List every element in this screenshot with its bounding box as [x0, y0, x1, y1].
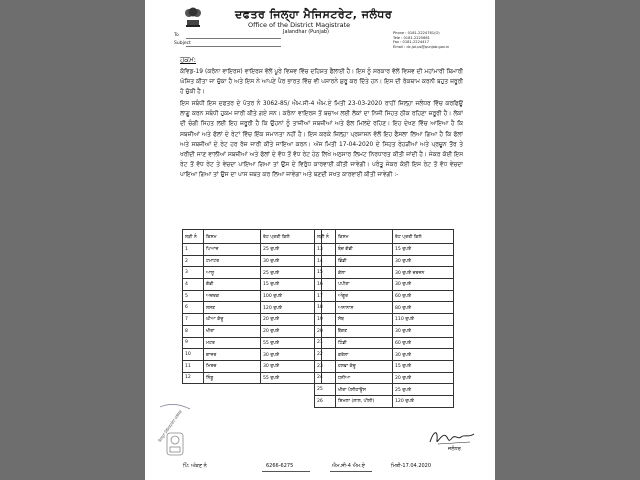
cell-item: ਖੀਰਾ — [204, 325, 261, 337]
table-row — [315, 325, 454, 337]
table-row — [183, 314, 322, 326]
cell-price: 30 ਰੁਪਏ ਦਰਜਨ — [393, 267, 454, 279]
cell-price: 30 ਰੁਪਏ — [261, 349, 322, 361]
cell-number: 12 — [183, 372, 204, 384]
table-row — [183, 279, 322, 291]
to-line — [186, 38, 281, 39]
cell-number: 4 — [183, 279, 204, 291]
page-title: ਦਫਤਰ ਜਿਲ੍ਹਾ ਮੈਜਿਸਟਰੇਟ, ਜਲੰਧਰ — [235, 8, 393, 21]
cell-number: 7 — [183, 314, 204, 326]
cell-item: ਮਟਰ — [204, 337, 261, 349]
cell-item: ਕਰੇਲਾ — [336, 349, 393, 361]
cell-item: ਅੰਗੂਰ — [336, 290, 393, 302]
cell-item: ਟਮਾਟਰ — [204, 255, 261, 267]
cell-price: 55 ਰੁਪਏ — [261, 337, 322, 349]
cell-number: 11 — [183, 360, 204, 372]
table-row — [315, 314, 454, 326]
footer-endst-label: ਪਿੰ: ਅੰਕਣ ਨੰ — [183, 463, 207, 469]
cell-number: 21 — [315, 337, 336, 349]
cell-number: 24 — [315, 372, 336, 384]
cell-price: 100 ਰੁਪਏ — [261, 290, 322, 302]
cell-item: ਲਸਣ — [204, 302, 261, 314]
seal-text: ਜਿਲ੍ਹਾ ਮੈਜਿਸਟਰੇਟ ਜਲੰਧਰ — [157, 409, 183, 443]
table-row — [183, 360, 322, 372]
cell-item: ਮਿਰਚ — [204, 360, 261, 372]
footer-number: 6266-6275 — [266, 463, 294, 469]
cell-item: ਗੋਭੀ — [204, 279, 261, 291]
subject-label: Subject — [174, 41, 191, 46]
table-row — [183, 372, 322, 384]
col-header-price: ਰੇਟ ਪ੍ਰਤੀ ਕਿਲੋ — [261, 230, 322, 244]
cell-item: ਪਿਆਜ਼ — [204, 244, 261, 256]
table-row — [315, 360, 454, 372]
table-row — [315, 302, 454, 314]
cell-item: ਪਪੀਤਾ — [336, 279, 393, 291]
cell-item: ਹਲਵਾ ਕੱਦੂ — [336, 360, 393, 372]
cell-item: ਕੇਲਾ — [336, 267, 393, 279]
table-row — [315, 290, 454, 302]
cell-price: 25 ਰੁਪਏ — [261, 244, 322, 256]
cell-number: 13 — [315, 244, 336, 256]
cell-number: 18 — [315, 302, 336, 314]
table-header-row — [183, 230, 322, 244]
cell-price: 20 ਰੁਪਏ — [261, 325, 322, 337]
cell-number: 19 — [315, 314, 336, 326]
cell-number: 6 — [183, 302, 204, 314]
to-label: To — [174, 33, 179, 38]
cell-item: ਨਿੰਬੂ — [204, 372, 261, 384]
cell-item: ਧਨੀਆ — [336, 372, 393, 384]
cell-number: 3 — [183, 267, 204, 279]
cell-price: 30 ਰੁਪਏ — [393, 325, 454, 337]
cell-item: ਘੀਆ ਕੱਦੂ — [204, 314, 261, 326]
table-row — [315, 279, 454, 291]
col-header-number: ਲੜੀ ਨੰ — [183, 230, 204, 244]
office-name: Office of the District Magistrate — [248, 21, 351, 29]
office-place: Jalandhar (Punjab) — [283, 29, 330, 35]
cell-price: 30 ਰੁਪਏ — [393, 255, 454, 267]
cell-number: 1 — [183, 244, 204, 256]
table-row — [183, 244, 322, 256]
table-row — [183, 325, 322, 337]
cell-price: 15 ਰੁਪਏ — [393, 244, 454, 256]
table-row — [315, 255, 454, 267]
cell-number: 26 — [315, 395, 336, 407]
cell-number: 15 — [315, 267, 336, 279]
state-emblem-icon — [183, 4, 203, 28]
cell-price: 30 ਰੁਪਏ — [261, 360, 322, 372]
contact-line: Fax : 0181-2224417 — [393, 40, 430, 44]
order-heading: ਹੁਕਮ: — [180, 56, 197, 64]
table-row — [183, 349, 322, 361]
cell-item: ਅਨਾਨਾਸ — [336, 302, 393, 314]
table-row — [183, 337, 322, 349]
cell-item: ਬੈਂਗਣ — [336, 325, 393, 337]
table-row — [183, 255, 322, 267]
cell-price: 20 ਰੁਪਏ — [261, 314, 322, 326]
table-row — [183, 267, 322, 279]
col-header-price: ਰੇਟ ਪ੍ਰਤੀ ਕਿਲੋ — [393, 230, 454, 244]
table-row — [183, 290, 322, 302]
table-row — [315, 337, 454, 349]
cell-item: ਭਿੰਡੀ — [336, 255, 393, 267]
cell-price: 30 ਰੁਪਏ — [393, 349, 454, 361]
cell-price: 30 ਰੁਪਏ — [261, 255, 322, 267]
cell-price: 25 ਰੁਪਏ — [393, 384, 454, 396]
table-row — [315, 349, 454, 361]
signature — [428, 428, 476, 448]
cell-price: 60 ਰੁਪਏ — [393, 290, 454, 302]
cell-price: 15 ਰੁਪਏ — [261, 279, 322, 291]
table-row — [315, 372, 454, 384]
cell-item: ਸੇਬ — [336, 314, 393, 326]
cell-price: 30 ਰੁਪਏ — [393, 279, 454, 291]
cell-number: 22 — [315, 349, 336, 361]
cell-item: ਗਾਜਰ — [204, 349, 261, 361]
cell-price: 60 ਰੁਪਏ — [393, 337, 454, 349]
cell-item: ਬੰਦ ਗੋਭੀ — [336, 244, 393, 256]
price-table-left — [182, 229, 322, 384]
cell-price: 20 ਰੁਪਏ — [393, 372, 454, 384]
contact-line: Phone : 0181-2224781(O) — [393, 31, 440, 35]
footer-date: ਮਿਤੀ-17.04.2020 — [391, 463, 432, 469]
col-header-item: ਕਿਸਮ — [336, 230, 393, 244]
cell-item: ਖੀਰਾ ਪੋਲੀਹਾਊਸ — [336, 384, 393, 396]
col-header-number: ਲੜੀ ਨੰ — [315, 230, 336, 244]
cell-number: 14 — [315, 255, 336, 267]
contact-line: Email : dc.jal.ps@punjab.gov.in — [393, 44, 450, 49]
contact-block — [393, 31, 485, 49]
order-paragraph-2: ਇਸ ਸਬੰਧੀ ਇਸ ਦਫਤਰ ਦੇ ਪੱਤਰ ਨੰ 3062-85/ ਐਮ.ਸੀ-4 ਐਮ.ਏ ਮਿਤੀ 23-03-2020 ਰਾਹੀਂ ਜ਼ਿਲ੍ਹਾ ਜਲੰਧਰ ਵਿੱਚ ਕਰਫਿਊ ਲਾਗੂ ਕਰਨ ਸਬੰਧੀ ਹੁਕਮ ਜਾਰੀ ਕੀਤੇ ਗਏ ਸਨ। ਕਰੋਨਾ ਵਾਇਰਸ ਤੋਂ ਬਚਾਅ ਲਈ ਲੋਕਾਂ ਦਾ ਨਿਜੀ ਸਿਹਤ ਠੀਕ ਰਹਿਣਾ ਜ਼ਰੂਰੀ ਹੈ। ਲੋਕਾਂ ਦੀ ਚੰਗੀ ਸਿਹਤ ਲਈ ਇਹ ਜ਼ਰੂਰੀ ਹੈ ਕਿ ਉਹਨਾਂ ਨੂੰ ਤਾਜ਼ੀਆਂ ਸਬਜ਼ੀਆਂ ਅਤੇ ਫੱਲ ਮਿਲਦੇ ਰਹਿਣ। ਇਹ ਦੇਖਣ ਵਿੱਚ ਆਇਆ ਹੈ ਕਿ ਸਬਜ਼ੀਆਂ ਅਤੇ ਫੱਲਾਂ ਦੇ ਰੇਟਾਂ ਵਿੱਚ ਇੱਕ ਸਮਾਨਤਾ ਨਹੀਂ ਹੈ। ਇਸ ਕਰਕੇ ਜ਼ਿਲ੍ਹਾ ਪ੍ਰਸ਼ਾਸਨ ਵੱਲੋਂ ਇਹ ਫੈਸਲਾ ਲਿਆ ਗਿਆ ਹੈ ਕਿ ਫੱਲਾਂ ਅਤੇ ਸਬਜ਼ੀਆਂ ਦੇ ਰੇਟ ਹਰ ਰੋਜ਼ ਜਾਰੀ ਕੀਤੇ ਜਾਇਆ ਕਰਨ। ਅੱਜ ਮਿਤੀ 17-04-2020 ਦੇ ਸਿਹਤ ਰੇਹੜੀਆਂ ਅਤੇ ਪ੍ਰਚੂਨ ਤੌਰ ਤੇ ਖਰੀਦੀ ਜਾਣ ਵਾਲੀਆਂ ਸਬਜ਼ੀਆਂ ਅਤੇ ਫੱਲਾਂ ਦੇ ਵੱਧ ਤੋਂ ਵੱਧ ਰੇਟ ਹੇਠ ਲਿਖੇ ਅਨੁਸਾਰ ਲਿਮਟ ਨਿਰਧਾਰਤ ਕੀਤੀ ਜਾਂਦੀ ਹੈ। ਜੇਕਰ ਕੋਈ ਇਸ ਰੇਟ ਤੋਂ ਵੱਧ ਰੇਟ ਤੇ ਵੇਚਦਾ ਪਾਇਆ ਗਿਆ ਤਾਂ ਉਸ ਦੇ ਵਿਰੁੱਧ ਕਾਰਵਾਈ ਕੀਤੀ ਜਾਵੇਗੀ। ਪਰੰਤੂ ਜੇਕਰ ਕੋਈ ਇਸ ਰੇਟ ਤੋਂ ਵੱਧ ਵੇਚਦਾ ਪਾਇਆ ਗਿਆ ਤਾਂ ਉਸ ਦਾ ਪਾਸ ਜ਼ਬਤ ਕਰ ਲਿਆ ਜਾਵੇਗਾ ਅਤੇ ਬਣਦੀ ਸਖਤ ਕਾਰਵਾਈ ਕੀਤੀ ਜਾਵੇਗੀ :- — [180, 101, 463, 179]
price-table-right — [314, 229, 454, 408]
contact-line: Tele : 0181-2225661 — [393, 35, 430, 40]
cell-number: 10 — [183, 349, 204, 361]
cell-number: 16 — [315, 279, 336, 291]
cell-number: 25 — [315, 384, 336, 396]
cell-number: 20 — [315, 325, 336, 337]
cell-number: 8 — [183, 325, 204, 337]
cell-number: 17 — [315, 290, 336, 302]
table-row — [315, 267, 454, 279]
footer-number-line — [262, 471, 310, 472]
cell-price: 120 ਰੁਪਏ — [393, 395, 454, 407]
cell-item: ਅਦਰਕ — [204, 290, 261, 302]
table-row — [315, 244, 454, 256]
table-header-row — [315, 230, 454, 244]
signature-place: ਜਲੰਧਰ — [448, 446, 461, 452]
cell-item: ਆਲੂ — [204, 267, 261, 279]
cell-item: ਸ਼ਿਮਲਾ (ਲਾਲ, ਪੀਲੀ) — [336, 395, 393, 407]
cell-number: 5 — [183, 290, 204, 302]
footer-ref: ਐਮ.ਸੀ-4 ਐਮ.ਏ — [332, 463, 366, 469]
cell-number: 2 — [183, 255, 204, 267]
cell-price: 110 ਰੁਪਏ — [393, 314, 454, 326]
cell-price: 80 ਰੁਪਏ — [393, 302, 454, 314]
cell-price: 25 ਰੁਪਏ — [261, 267, 322, 279]
cell-number: 9 — [183, 337, 204, 349]
cell-price: 15 ਰੁਪਏ — [393, 360, 454, 372]
table-row — [315, 384, 454, 396]
cell-number: 23 — [315, 360, 336, 372]
col-header-item: ਕਿਸਮ — [204, 230, 261, 244]
table-row — [315, 395, 454, 407]
cell-item: ਟਿੰਡੀ — [336, 337, 393, 349]
subject-line — [186, 46, 281, 47]
table-row — [183, 302, 322, 314]
order-paragraph-1: ਕੋਵਿਡ-19 (ਕਰੋਨਾ ਵਾਇਰਸ) ਵਾਇਰਸ ਵੱਲੋਂ ਪੂਰੇ ਵਿਸ਼ਵ ਵਿੱਚ ਦਹਿਸ਼ਤ ਫੈਲਾਈ ਹੈ। ਇਸ ਨੂੰ ਸਰਕਾਰ ਵੱਲੋਂ ਵਿਸ਼ਵ ਦੀ ਮਹਾਂਮਾਰੀ ਬਿਮਾਰੀ ਘੋਸ਼ਿਤ ਕੀਤਾ ਜਾ ਚੁੱਕਾ ਹੈ ਅਤੇ ਇਸ ਨੇ ਆਪਣੇ ਪੈਰ ਭਾਰਤ ਵਿੱਚ ਵੀ ਪਸਾਰਨੇ ਸ਼ੁਰੂ ਕਰ ਦਿੱਤੇ ਹਨ। ਇਸ ਦੀ ਰੋਕਥਾਮ ਕਰਨੀ ਬਹੁਤ ਜ਼ਰੂਰੀ ਹੋ ਚੁੱਕੀ ਹੈ। — [180, 69, 463, 96]
cell-price: 55 ਰੁਪਏ — [261, 372, 322, 384]
footer-ref-line — [330, 471, 372, 472]
cell-price: 120 ਰੁਪਏ — [261, 302, 322, 314]
